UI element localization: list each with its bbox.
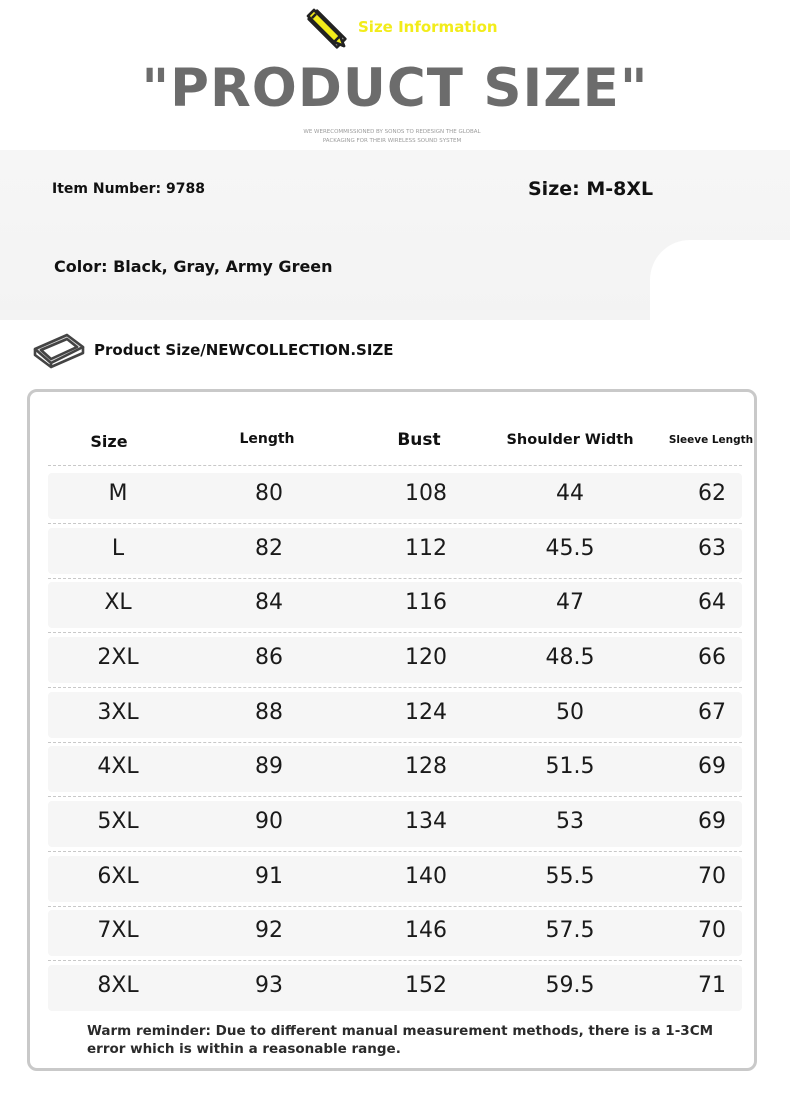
color-options: Color: Black, Gray, Army Green <box>54 257 333 276</box>
cell-sleeve-length: 71 <box>698 973 726 998</box>
cell-size: 3XL <box>97 700 139 725</box>
cell-bust: 124 <box>405 700 447 725</box>
cell-sleeve-length: 70 <box>698 864 726 889</box>
cell-bust: 120 <box>405 645 447 670</box>
table-row <box>48 633 742 687</box>
cell-size: XL <box>104 590 132 615</box>
item-number: Item Number: 9788 <box>52 181 205 197</box>
cell-length: 88 <box>255 700 283 725</box>
cell-shoulder-width: 44 <box>556 481 584 506</box>
cell-length: 90 <box>255 809 283 834</box>
table-row <box>48 906 742 960</box>
cell-length: 89 <box>255 754 283 779</box>
section-title: Product Size/NEWCOLLECTION.SIZE <box>94 341 394 359</box>
cell-shoulder-width: 48.5 <box>545 645 595 670</box>
cell-size: 2XL <box>97 645 139 670</box>
cell-shoulder-width: 55.5 <box>545 864 595 889</box>
cell-shoulder-width: 51.5 <box>545 754 595 779</box>
size-information-label: Size Information <box>358 18 498 36</box>
cell-sleeve-length: 70 <box>698 918 726 943</box>
cell-shoulder-width: 45.5 <box>545 536 595 561</box>
pencil-ruler-icon <box>304 6 350 52</box>
info-band <box>0 150 790 320</box>
cell-length: 86 <box>255 645 283 670</box>
header-shoulder-width: Shoulder Width <box>506 432 634 448</box>
cell-length: 84 <box>255 590 283 615</box>
cell-size: L <box>111 536 125 561</box>
header-size: Size <box>90 432 128 451</box>
cell-length: 93 <box>255 973 283 998</box>
cell-bust: 108 <box>405 481 447 506</box>
table-row <box>48 797 742 851</box>
book-icon <box>33 331 85 369</box>
cell-sleeve-length: 66 <box>698 645 726 670</box>
cell-sleeve-length: 69 <box>698 809 726 834</box>
cell-shoulder-width: 53 <box>556 809 584 834</box>
header-length: Length <box>239 431 295 447</box>
cell-sleeve-length: 63 <box>698 536 726 561</box>
size-range: Size: M-8XL <box>528 178 654 200</box>
cell-size: 6XL <box>97 864 139 889</box>
table-row <box>48 961 742 1015</box>
cell-bust: 112 <box>405 536 447 561</box>
page-title: "PRODUCT SIZE" <box>141 58 649 119</box>
cell-size: 4XL <box>97 754 139 779</box>
header-bust: Bust <box>397 430 441 450</box>
cell-bust: 146 <box>405 918 447 943</box>
header-divider <box>48 465 742 466</box>
cell-shoulder-width: 50 <box>556 700 584 725</box>
cell-bust: 128 <box>405 754 447 779</box>
table-row <box>48 742 742 796</box>
cell-size: 7XL <box>97 918 139 943</box>
cell-length: 92 <box>255 918 283 943</box>
header-sleeve-length: Sleeve Length <box>668 434 754 446</box>
cell-shoulder-width: 59.5 <box>545 973 595 998</box>
table-row <box>48 469 742 523</box>
cell-size: M <box>108 481 128 506</box>
background-shape <box>650 240 790 320</box>
cell-shoulder-width: 47 <box>556 590 584 615</box>
cell-length: 80 <box>255 481 283 506</box>
cell-length: 82 <box>255 536 283 561</box>
cell-size: 5XL <box>97 809 139 834</box>
page-header <box>0 0 790 150</box>
cell-length: 91 <box>255 864 283 889</box>
page-subtitle <box>0 128 784 146</box>
subtitle-line: PACKAGING FOR THEIR WIRELESS SOUND SYSTEM <box>322 138 462 144</box>
cell-bust: 152 <box>405 973 447 998</box>
cell-sleeve-length: 64 <box>698 590 726 615</box>
cell-bust: 116 <box>405 590 447 615</box>
cell-bust: 140 <box>405 864 447 889</box>
cell-bust: 134 <box>405 809 447 834</box>
cell-size: 8XL <box>97 973 139 998</box>
cell-sleeve-length: 62 <box>698 481 726 506</box>
subtitle-line: WE WERECOMMISSIONED BY SONOS TO REDESIGN THE GLOBAL <box>303 129 481 135</box>
cell-sleeve-length: 67 <box>698 700 726 725</box>
table-row <box>48 688 742 742</box>
table-row <box>48 852 742 906</box>
cell-shoulder-width: 57.5 <box>545 918 595 943</box>
cell-sleeve-length: 69 <box>698 754 726 779</box>
table-row <box>48 524 742 578</box>
warm-reminder: Warm reminder: Due to different manual measurement methods, there is a 1-3CM error which is within a reasonable range. <box>87 1023 714 1057</box>
table-row <box>48 578 742 632</box>
